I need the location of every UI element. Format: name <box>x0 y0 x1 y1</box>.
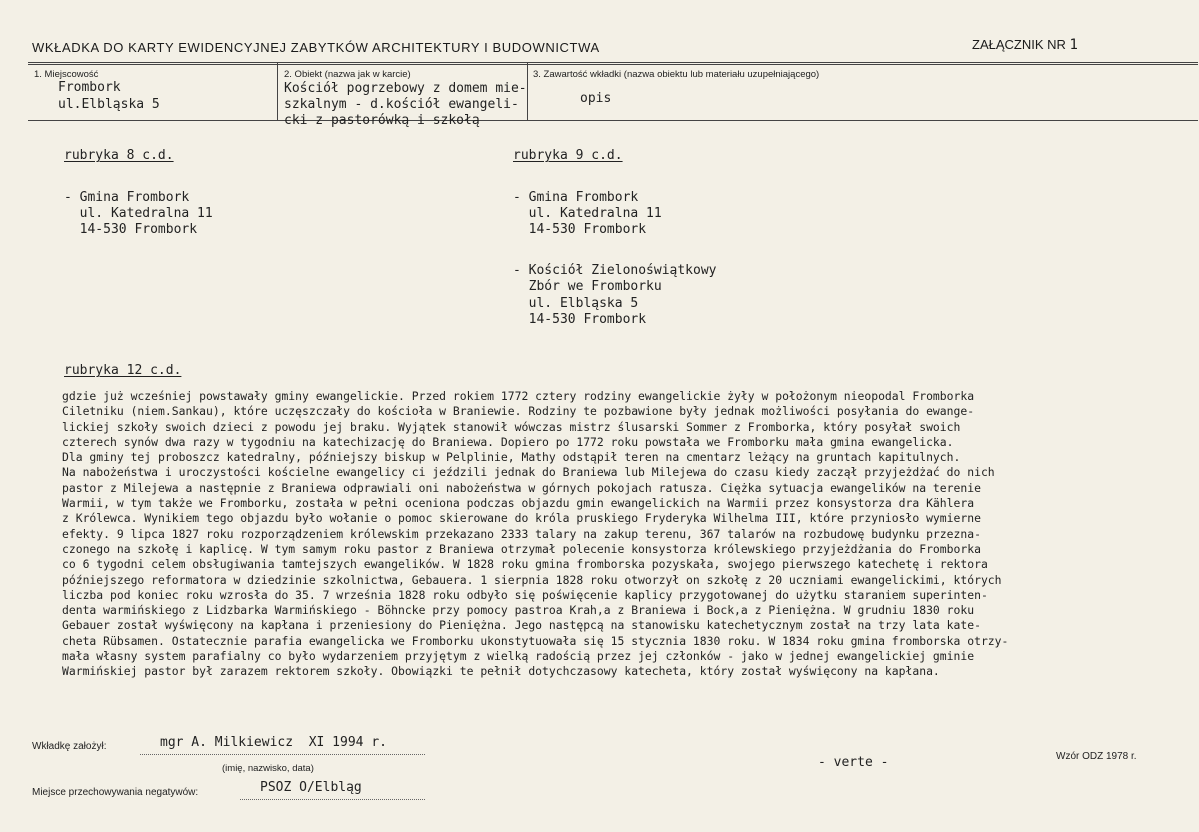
field-divider-1 <box>277 63 278 120</box>
body-line: późniejszego reformatora w dziedzinie szkolnictwa, Gebauera. 1 sierpnia 1828 roku otworzył on szkołę z 20 uczniami ewangelickimi, których <box>62 572 1002 587</box>
section9-entry2-line-2: Zbór we Fromborku <box>513 279 662 294</box>
body-line: lickiej szkoły swoich dzieci z powodu jej braku. Wyjątek stanowił wówczas mistrz ślusarski Sommer z Fromborka, który posyłał swoich <box>62 419 961 434</box>
annex-label: ZAŁĄCZNIK NR <box>972 37 1066 52</box>
field-divider-2 <box>527 63 528 120</box>
top-rule <box>28 62 1198 63</box>
section9-entry2-line-1: - Kościół Zielonoświątkowy <box>513 263 717 278</box>
body-line: Warmińskiej pastor był zarazem rektorem szkoły. Obowiązki te pełnił dotychczasowy katecheta, który został wyświęcony na kapłana. <box>62 664 940 679</box>
annex-number <box>972 37 1078 53</box>
body-line: liczba pod koniec roku wzrosła do 35. 7 września 1828 roku odbyło się poświęcenie kaplicy przygotowanej do użytku staraniem superinten- <box>62 587 988 602</box>
section8-line-1: - Gmina Frombork <box>64 190 190 205</box>
body-line: denta warmińskiego z Lidzbarka Warmińskiego - Böhncke przy pomocy pastroa Krah,a z Braniewa i Bock,a z Pieniężna. W grudniu 1830 roku <box>62 603 975 618</box>
body-line: czterech synów dwa razy w tygodniu na katechizację do Braniewa. Dopiero po 1772 roku powstała we Fromborku mała gmina ewangelicka. <box>62 434 954 449</box>
section9-entry1-line-1: - Gmina Frombork <box>513 190 639 205</box>
form-title: WKŁADKA DO KARTY EWIDENCYJNEJ ZABYTKÓW ARCHITEKTURY I BUDOWNICTWA <box>32 40 600 55</box>
object-line-3: cki z pastorówką i szkołą <box>284 113 480 128</box>
section9-entry2-line-4: 14-530 Frombork <box>513 312 647 327</box>
prepared-by-hint: (imię, nazwisko, data) <box>222 763 314 774</box>
section9-heading: rubryka 9 c.d. <box>513 148 623 163</box>
location-line-2: ul.Elbląska 5 <box>58 97 160 112</box>
body-line: Gebauer został wyświęcony na kapłana i przeniesiony do Pieniężna. Jego następcą na stanowisku katechetycznym został na trzy lata kate- <box>62 618 981 633</box>
top-rule-double <box>28 64 1198 65</box>
body-line: efekty. 9 lipca 1827 roku rozporządzeniem królewskim przekazano 2333 talary na zakup terenu, 367 talarów na rozbudowę budynku przezna- <box>62 526 981 541</box>
body-line: Ciletniku (niem.Sankau), które uczęszczały do kościoła w Braniewie. Rodziny te pozbawione były jednak możliwości posyłania do ewange- <box>62 404 975 419</box>
prepared-by-dotted-line <box>140 754 425 755</box>
content-value: opis <box>580 91 612 106</box>
object-label: 2. Obiekt (nazwa jak w karcie) <box>284 69 411 80</box>
section12-heading: rubryka 12 c.d. <box>64 363 182 378</box>
body-line: co 6 tygodni celem obsługiwania tamtejszych ewangelików. W 1828 roku gmina fromborska pozyskała, swojego pierwszego katechetę i rektora <box>62 557 988 572</box>
section9-entry1-line-3: 14-530 Frombork <box>513 222 647 237</box>
fields-bottom-rule <box>28 120 1198 121</box>
section12-body <box>62 389 1172 680</box>
section8-line-3: 14-530 Frombork <box>64 222 198 237</box>
negative-storage-value: PSOZ O/Elbląg <box>260 780 362 795</box>
negative-storage-label: Miejsce przechowywania negatywów: <box>32 787 199 798</box>
form-template-label: Wzór ODZ 1978 r. <box>1056 751 1137 762</box>
annex-number-value: 1 <box>1069 37 1078 53</box>
section9-entry1-line-2: ul. Katedralna 11 <box>513 206 662 221</box>
location-line-1: Frombork <box>58 80 121 95</box>
content-label: 3. Zawartość wkładki (nazwa obiektu lub materiału uzupełniającego) <box>533 69 820 80</box>
body-line: czonego na szkołę i kaplicę. W tym samym roku pastor z Braniewa otrzymał polecenie konsystorza królewskiego przyjeżdżania do Fromborka <box>62 541 981 556</box>
object-line-1: Kościół pogrzebowy z domem mie- <box>284 81 527 96</box>
body-line: Warmii, w tym także we Fromborku, została w pełni oceniona podczas objazdu gmin ewangelickich na Warmii przez konsystorza dra Kählera <box>62 496 975 511</box>
section8-line-2: ul. Katedralna 11 <box>64 206 213 221</box>
body-line: cheta Rübsamen. Ostatecznie parafia ewangelicka we Fromborku ukonstytuowała się 15 stycznia 1830 roku. W 1834 roku gmina fromborska otrzy- <box>62 633 1009 648</box>
prepared-by-label: Wkładkę założył: <box>32 741 107 752</box>
section8-heading: rubryka 8 c.d. <box>64 148 174 163</box>
body-line: pastor z Milejewa a następnie z Braniewa odprawiali oni nabożeństwa w górnych pokojach ratusza. Ciężka sytuacja ewangelików na terenie <box>62 480 981 495</box>
location-label: 1. Miejscowość <box>34 69 99 80</box>
body-line: Na nabożeństwa i uroczystości kościelne ewangelicy ci jeździli jednak do Braniewa lub Milejewa do czasu kiedy zaczął przyjeżdżać do nich <box>62 465 995 480</box>
body-line: z Królewca. Wynikiem tego objazdu było wołanie o pomoc skierowane do króla pruskiego Fryderyka Wilhelma III, które przyniosło wymierne <box>62 511 981 526</box>
verte-note: - verte - <box>818 755 889 770</box>
body-line: mała własny system parafialny co było wydarzeniem przyjętym z wielką radością przez jej członków - jako w jednej ewangelickiej gminie <box>62 649 975 664</box>
body-line: gdzie już wcześniej powstawały gminy ewangelickie. Przed rokiem 1772 cztery rodziny ewangelickie żyły w położonym nieopodal Fromborka <box>62 389 975 403</box>
body-line: Dla gminy tej proboszcz katedralny, późniejszy biskup w Pelplinie, Mathy odstąpił teren na cmentarz leżący na gruntach kapitulnych. <box>62 450 961 465</box>
prepared-by-value: mgr A. Milkiewicz XI 1994 r. <box>160 735 387 750</box>
negative-storage-dotted-line <box>240 799 425 800</box>
object-line-2: szkalnym - d.kościół ewangeli- <box>284 97 519 112</box>
section9-entry2-line-3: ul. Elbląska 5 <box>513 296 639 311</box>
